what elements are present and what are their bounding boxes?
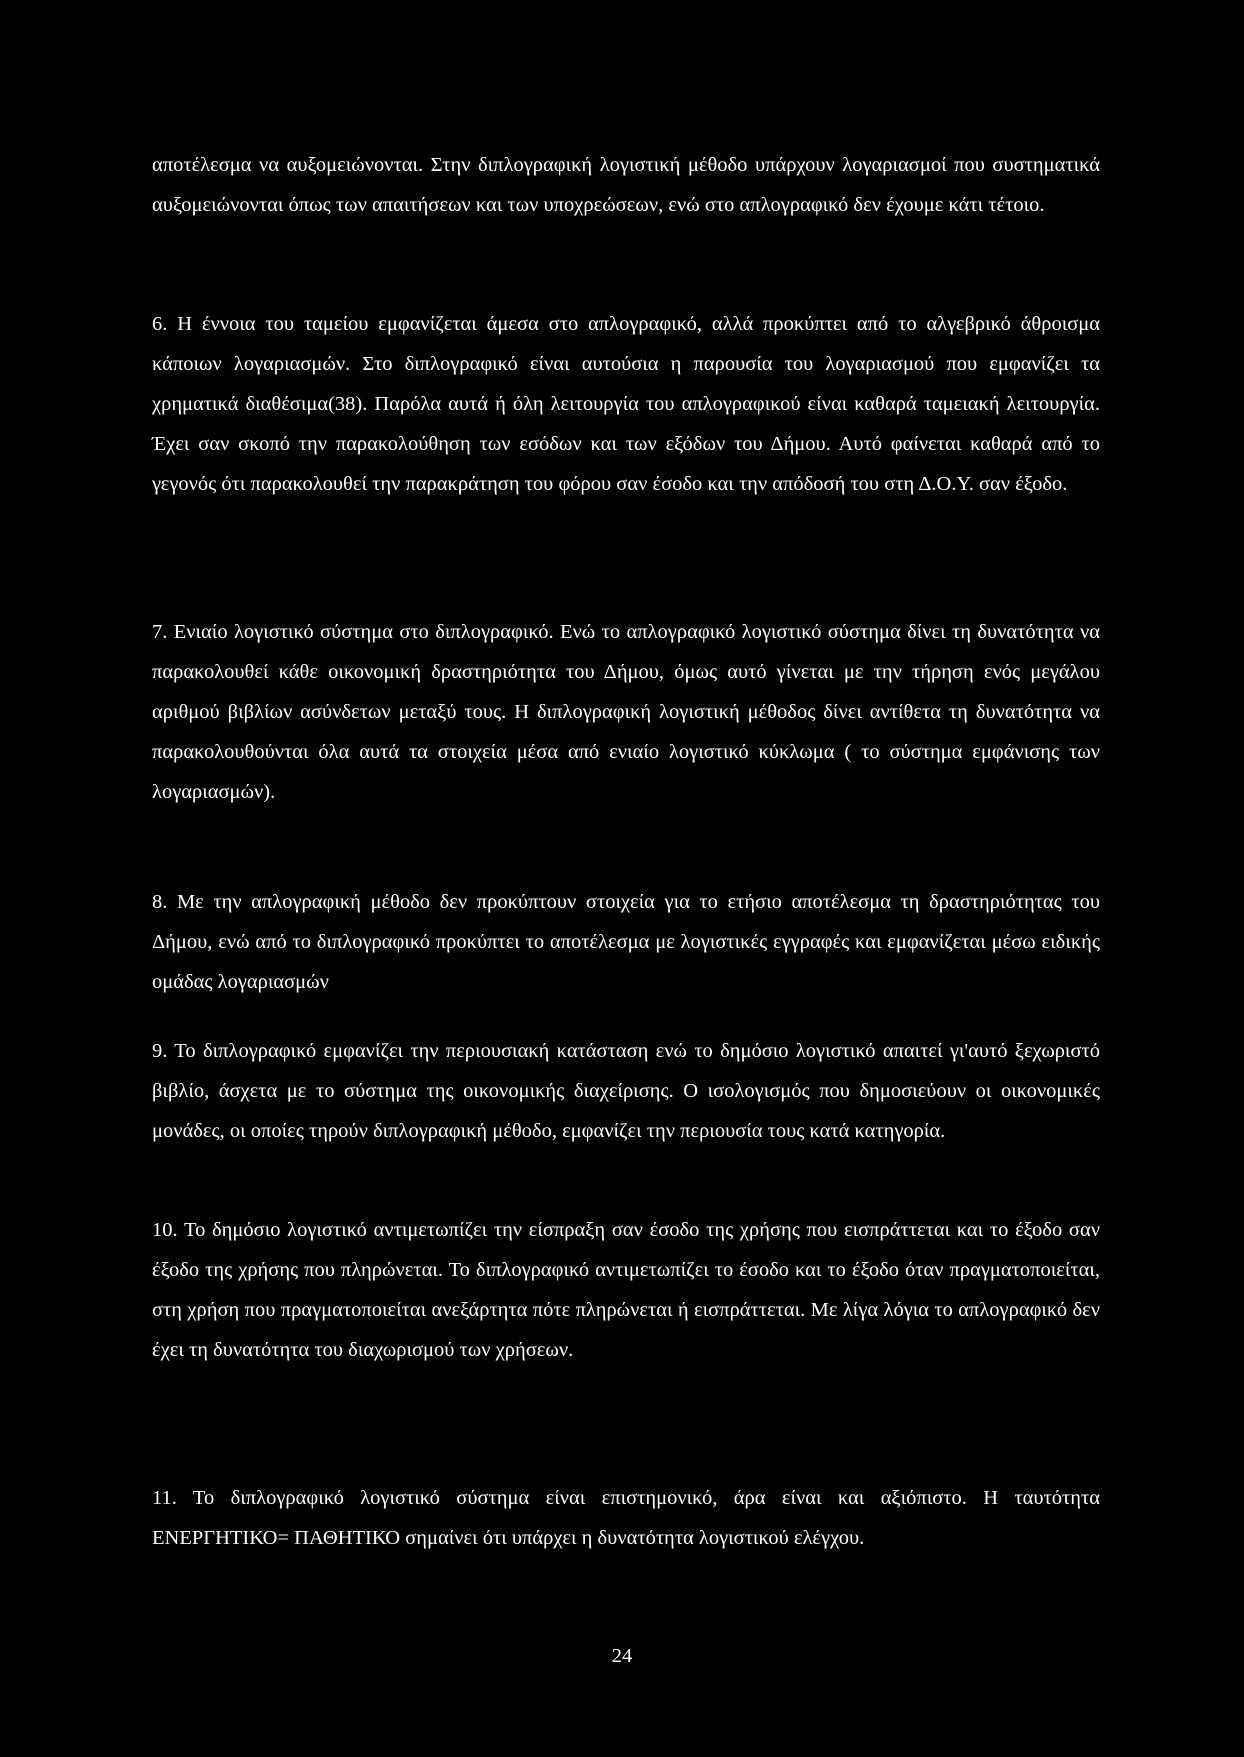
paragraph-item-10: 10. Το δημόσιο λογιστικό αντιμετωπίζει την είσπραξη σαν έσοδο της χρήσης που εισπράττεται και το έξοδο σαν έξοδο της χρήσης που πληρώνεται. Το διπλογραφικό αντιμετωπίζει το έσοδο και το έξοδο όταν πραγματοποιείται, στη χρήση που πραγματοποιείται ανεξάρτητα πότε πληρώνεται ή εισπράττεται. Με λίγα λόγια το απλογραφικό δεν έχει τη δυνατότητα του διαχωρισμού των χρήσεων. (152, 1219, 1100, 1361)
paragraph-item-9: 9. Το διπλογραφικό εμφανίζει την περιουσιακή κατάσταση ενώ το δημόσιο λογιστικό απαιτεί γι'αυτό ξεχωριστό βιβλίο, άσχετα με το σύστημα της οικονομικής διαχείρισης. Ο ισολογισμός που δημοσιεύουν οι οικονομικές μονάδες, οι οποίες τηρούν διπλογραφική μέθοδο, εμφανίζει την περιουσία τους κατά κατηγορία. (152, 1040, 1100, 1142)
paragraph-item-6: 6. Η έννοια του ταμείου εμφανίζεται άμεσα στο απλογραφικό, αλλά προκύπτει από το αλγεβρικό άθροισμα κάποιων λογαριασμών. Στο διπλογραφικό είναι αυτούσια η παρουσία του λογαριασμού που εμφανίζει τα χρηματικά διαθέσιμα(38). Παρόλα αυτά ή όλη λειτουργία του απλογραφικού είναι καθαρά ταμειακή λειτουργία. Έχει σαν σκοπό την παρακολούθηση των εσόδων και των εξόδων του Δήμου. Αυτό φαίνεται καθαρά από το γεγονός ότι παρακολουθεί την παρακράτηση του φόρου σαν έσοδο και την απόδοσή του στη Δ.Ο.Υ. σαν έξοδο. (152, 313, 1100, 495)
paragraph-item-11: 11. Το διπλογραφικό λογιστικό σύστημα είναι επιστημονικό, άρα είναι και αξιόπιστο. Η ταυτότητα ΕΝΕΡΓΗΤΙΚΟ= ΠΑΘΗΤΙΚΟ σημαίνει ότι υπάρχει η δυνατότητα λογιστικού ελέγχου. (152, 1487, 1100, 1549)
page-number: 24 (611, 1645, 633, 1667)
paragraph-item-8: 8. Με την απλογραφική μέθοδο δεν προκύπτουν στοιχεία για το ετήσιο αποτέλεσμα τη δραστηριότητας του Δήμου, ενώ από το διπλογραφικό προκύπτει το αποτέλεσμα με λογιστικές εγγραφές και εμφανίζεται μέσω ειδικής ομάδας λογαριασμών (152, 891, 1100, 993)
paragraph-item-7: 7. Ενιαίο λογιστικό σύστημα στο διπλογραφικό. Ενώ το απλογραφικό λογιστικό σύστημα δίνει τη δυνατότητα να παρακολουθεί κάθε οικονομική δραστηριότητα του Δήμου, όμως αυτό γίνεται με την τήρηση ενός μεγάλου αριθμού βιβλίων ασύνδετων μεταξύ τους. Η διπλογραφική λογιστική μέθοδος δίνει αντίθετα τη δυνατότητα να παρακολουθούνται όλα αυτά τα στοιχεία μέσα από ενιαίο λογιστικό κύκλωμα ( το σύστημα εμφάνισης των λογαριασμών). (152, 621, 1100, 803)
paragraph-intro: αποτέλεσμα να αυξομειώνονται. Στην διπλογραφική λογιστική μέθοδο υπάρχουν λογαριασμοί που συστηματικά αυξομειώνονται όπως των απαιτήσεων και των υποχρεώσεων, ενώ στο απλογραφικό δεν έχουμε κάτι τέτοιο. (152, 154, 1100, 216)
